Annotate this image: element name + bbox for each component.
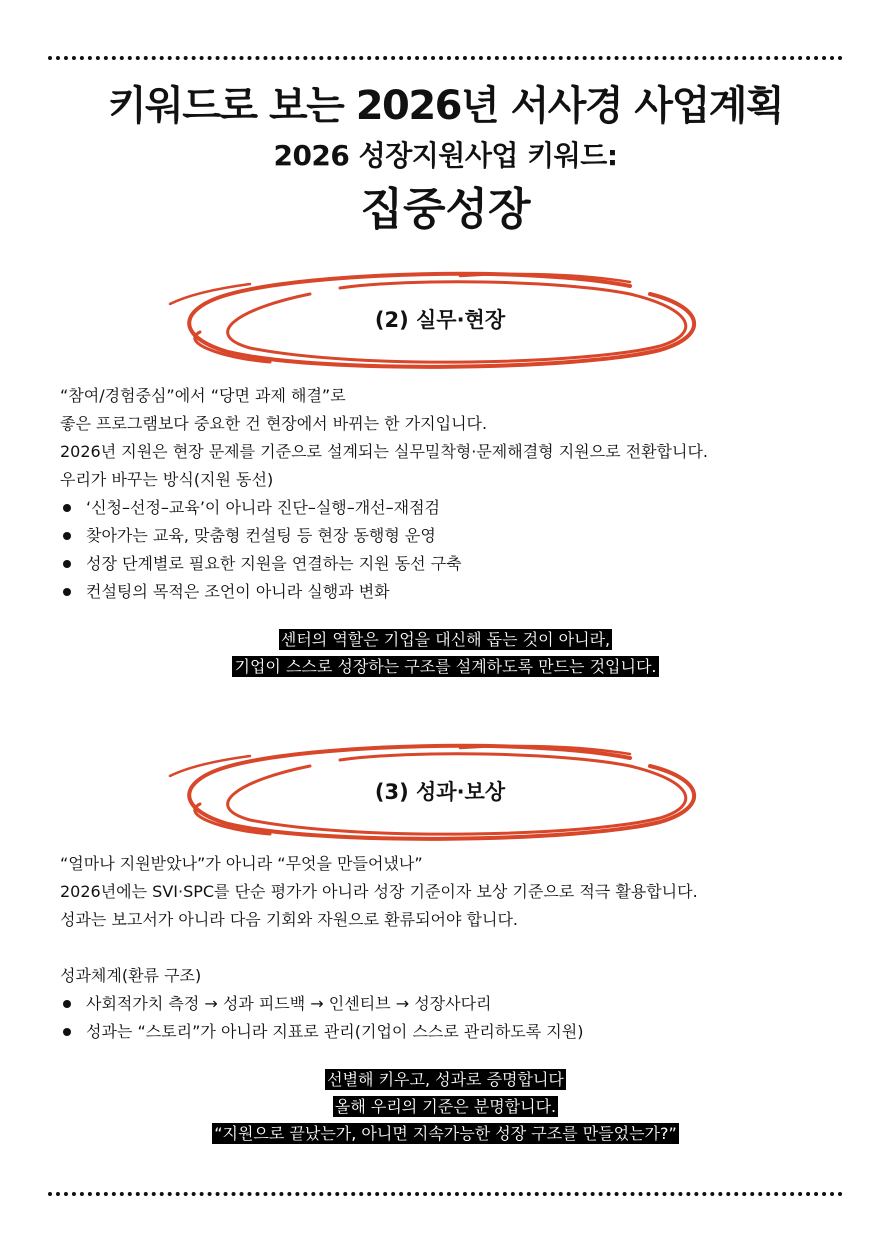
practice-bullet-list [60, 494, 850, 606]
section-practice-heading: (2) 실무·현장 [374, 308, 506, 332]
body-line: 2026년에는 SVI·SPC를 단순 평가가 아니라 성장 기준이자 보상 기준으로 적극 활용합니다. [60, 882, 698, 901]
list-item: 찾아가는 교육, 맞춤형 컨설팅 등 현장 동행형 운영 [60, 522, 850, 550]
callout-line: “지원으로 끝났는가, 아니면 지속가능한 성장 구조를 만들었는가?” [214, 1124, 677, 1143]
body-line: 2026년 지원은 현장 문제를 기준으로 설계되는 실무밀착형·문제해결형 지원으로 전환합니다. [60, 442, 708, 461]
list-item: 컨설팅의 목적은 조언이 아니라 실행과 변화 [60, 578, 850, 606]
section-outcome-heading-badge [160, 736, 720, 846]
section-outcome-body [60, 850, 850, 934]
practice-callout [0, 626, 891, 680]
list-item: 사회적가치 측정 → 성과 피드백 → 인센티브 → 성장사다리 [60, 990, 850, 1018]
outcome-callout [0, 1066, 891, 1147]
body-line: 좋은 프로그램보다 중요한 건 현장에서 바뀌는 한 가지입니다. [60, 414, 488, 433]
outcome-bullet-list [60, 990, 850, 1046]
bottom-dotted-divider [48, 1192, 843, 1196]
callout-line: 올해 우리의 기준은 분명합니다. [334, 1097, 557, 1116]
callout-line: 기업이 스스로 성장하는 구조를 설계하도록 만드는 것입니다. [234, 657, 657, 676]
outcome-system [60, 962, 850, 1046]
keyword-heading: 집중성장 [360, 184, 531, 235]
page-subtitle: 2026 성장지원사업 키워드: [273, 139, 618, 172]
body-line: “참여/경험중심”에서 “당면 과제 해결”로 [60, 386, 346, 405]
top-dotted-divider [48, 56, 843, 60]
callout-line: 선별해 키우고, 성과로 증명합니다 [327, 1070, 564, 1089]
body-line: 우리가 바꾸는 방식(지원 동선) [60, 470, 274, 489]
body-line: 성과는 보고서가 아니라 다음 기회와 자원으로 환류되어야 합니다. [60, 910, 519, 929]
system-title: 성과체계(환류 구조) [60, 966, 202, 985]
list-item: 성장 단계별로 필요한 지원을 연결하는 지원 동선 구축 [60, 550, 850, 578]
body-line: “얼마나 지원받았나”가 아니라 “무엇을 만들어냈나” [60, 854, 423, 873]
section-practice-body [60, 382, 850, 606]
page-title: 키워드로 보는 2026년 서사경 사업계획 [108, 83, 783, 129]
list-item: 성과는 “스토리”가 아니라 지표로 관리(기업이 스스로 관리하도록 지원) [60, 1018, 850, 1046]
list-item: ‘신청–선정–교육’이 아니라 진단–실행–개선–재점검 [60, 494, 850, 522]
section-outcome-heading: (3) 성과·보상 [374, 780, 506, 804]
callout-line: 센터의 역할은 기업을 대신해 돕는 것이 아니라, [280, 630, 611, 649]
section-practice-heading-badge [160, 264, 720, 374]
